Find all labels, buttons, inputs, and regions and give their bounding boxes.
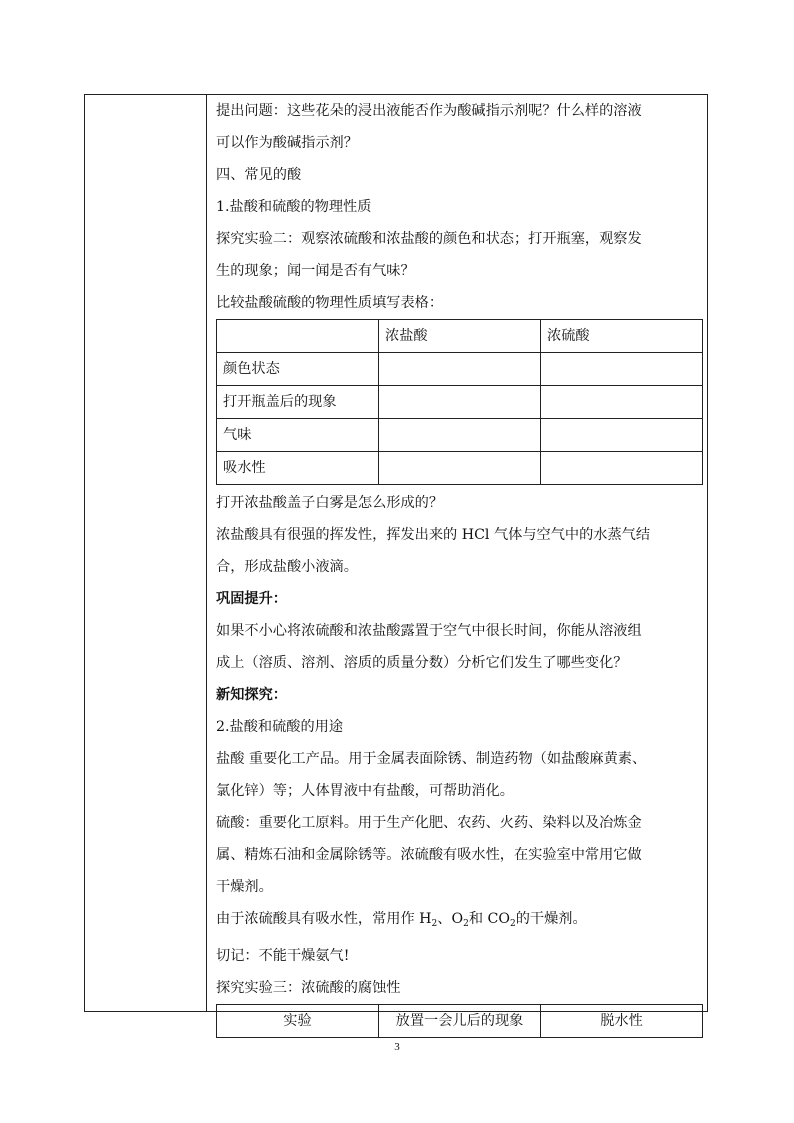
answer-cell <box>541 419 703 452</box>
answer-cell <box>541 452 703 485</box>
hcl-uses-line-1: 盐酸 重要化工产品。用于金属表面除锈、制造药物（如盐酸麻黄素、 <box>216 751 647 767</box>
corrosion-table <box>216 1004 703 1038</box>
question-line-2: 可以作为酸碱指示剂？ <box>216 135 358 151</box>
table-row <box>217 386 703 419</box>
subheading-uses: 2.盐酸和硫酸的用途 <box>216 719 344 735</box>
row-label-hygroscopic: 吸水性 <box>217 452 379 485</box>
answer-cell <box>541 353 703 386</box>
desiccant-text-pre: 由于浓硫酸具有吸水性，常用作 H <box>216 911 432 927</box>
header-cell-empty <box>217 320 379 353</box>
subscript-h2: 2 <box>431 919 438 929</box>
answer-cell <box>379 452 541 485</box>
desiccant-text-co: 和 CO <box>468 911 510 927</box>
answer-cell <box>541 386 703 419</box>
header-cell-phenomenon: 放置一会儿后的现象 <box>379 1005 541 1038</box>
answer-cell <box>379 386 541 419</box>
desiccant-text-post: 的干燥剂。 <box>515 911 587 927</box>
header-cell-h2so4: 浓硫酸 <box>541 320 703 353</box>
fog-answer-line-1: 浓盐酸具有很强的挥发性，挥发出来的 HCl 气体与空气中的水蒸气结 <box>216 527 651 543</box>
section-heading-common-acids: 四、常见的酸 <box>216 167 302 183</box>
desiccant-text-o: 、O <box>437 911 464 927</box>
left-column-cell <box>85 95 207 1011</box>
h2so4-uses-line-1: 硫酸：重要化工原料。用于生产化肥、农药、火药、染料以及冶炼金 <box>216 815 642 831</box>
consolidate-line-2: 成上（溶质、溶剂、溶质的质量分数）分析它们发生了哪些变化？ <box>216 655 628 671</box>
compare-instruction: 比较盐酸硫酸的物理性质填写表格： <box>216 295 444 311</box>
consolidate-line-1: 如果不小心将浓硫酸和浓盐酸露置于空气中很长时间，你能从溶液组 <box>216 623 642 639</box>
table-header-row <box>217 320 703 353</box>
h2so4-uses-line-3: 干燥剂。 <box>216 879 273 895</box>
h2so4-uses-line-2: 属、精炼石油和金属除锈等。浓硫酸有吸水性，在实验室中常用它做 <box>216 847 642 863</box>
question-line-1: 提出问题：这些花朵的浸出液能否作为酸碱指示剂呢？什么样的溶液 <box>216 103 642 119</box>
table-row <box>217 419 703 452</box>
consolidate-heading: 巩固提升： <box>216 591 287 607</box>
subscript-o2: 2 <box>463 919 469 929</box>
row-label-color-state: 颜色状态 <box>217 353 379 386</box>
hcl-uses-line-2: 氯化锌）等；人体胃液中有盐酸，可帮助消化。 <box>216 783 514 799</box>
row-label-smell: 气味 <box>217 419 379 452</box>
answer-cell <box>379 419 541 452</box>
header-cell-hcl: 浓盐酸 <box>379 320 541 353</box>
lesson-table-frame <box>84 94 708 1029</box>
fog-answer-line-2: 合，形成盐酸小液滴。 <box>216 559 358 575</box>
header-cell-dehydration: 脱水性 <box>541 1005 703 1038</box>
experiment3-heading: 探究实验三：浓硫酸的腐蚀性 <box>216 980 401 996</box>
table-row <box>217 452 703 485</box>
properties-table <box>216 319 703 485</box>
table-header-row <box>217 1005 703 1038</box>
experiment2-line-2: 生的现象；闻一闻是否有气味？ <box>216 263 415 279</box>
subscript-co2: 2 <box>510 919 516 929</box>
fog-question: 打开浓盐酸盖子白雾是怎么形成的？ <box>216 495 444 511</box>
content-cell <box>216 95 704 1038</box>
new-explore-heading: 新知探究： <box>216 687 287 703</box>
experiment2-line-1: 探究实验二：观察浓硫酸和浓盐酸的颜色和状态；打开瓶塞，观察发 <box>216 231 642 247</box>
table-row <box>217 353 703 386</box>
header-cell-experiment: 实验 <box>217 1005 379 1038</box>
row-label-open-phenomenon: 打开瓶盖后的现象 <box>217 386 379 419</box>
answer-cell <box>379 353 541 386</box>
page-number: 3 <box>394 1041 400 1053</box>
desiccant-line <box>216 903 704 940</box>
warning-line: 切记：不能干燥氨气! <box>216 948 350 964</box>
subheading-physical-properties: 1.盐酸和硫酸的物理性质 <box>216 199 372 215</box>
